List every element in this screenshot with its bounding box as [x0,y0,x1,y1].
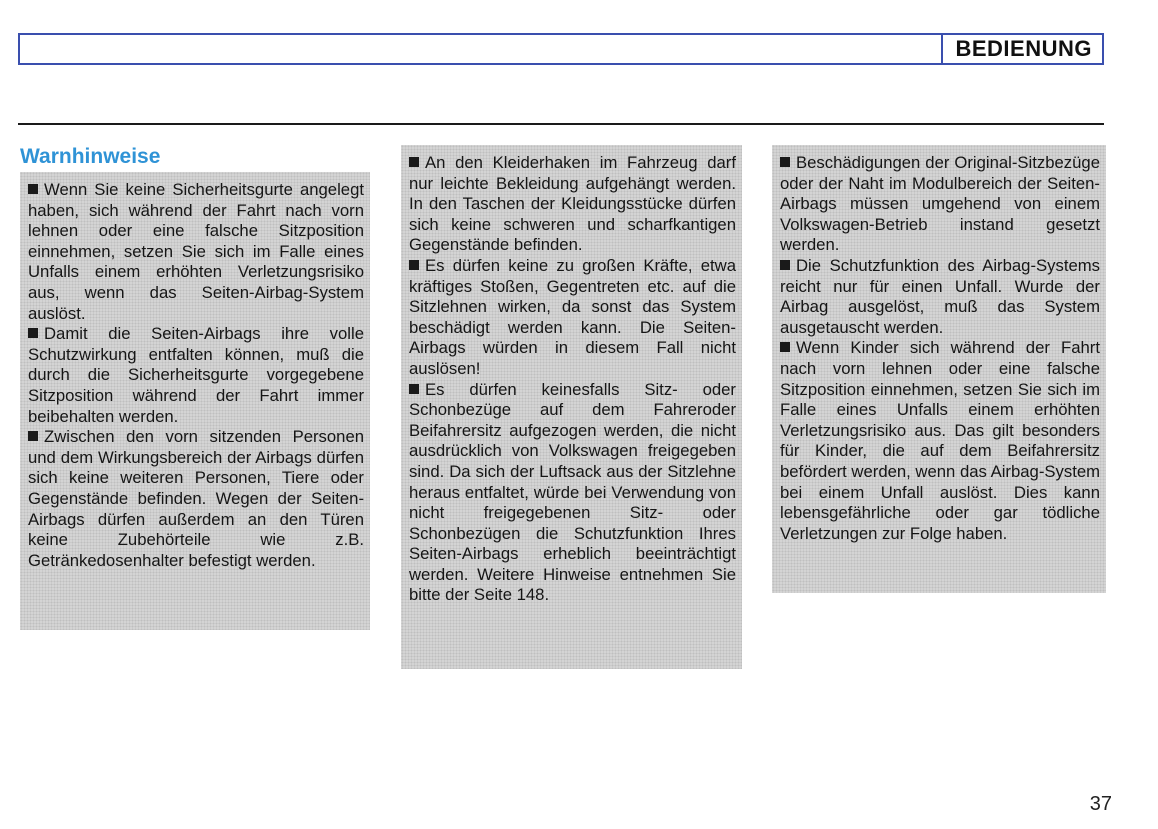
square-bullet-icon [28,328,38,338]
warning-box-1 [20,172,370,630]
square-bullet-icon [28,431,38,441]
warning-text: Zwischen den vorn sitzenden Personen und dem Wirkungsbereich der Airbags dürfen sich keine weiteren Personen, Tiere oder Gegenstände befinden. Wegen der Seiten-Airbags dürfen außerdem an den Türen keine Zubehörteile wie z.B. Getränkedosenhalter befestigt werden. [28,427,364,570]
warning-item [780,256,1100,338]
warning-item [409,153,736,256]
square-bullet-icon [780,157,790,167]
square-bullet-icon [780,260,790,270]
square-bullet-icon [409,384,419,394]
warning-item [28,180,364,324]
warning-box-2 [401,145,742,669]
warning-item [28,427,364,571]
warning-text: An den Kleiderhaken im Fahrzeug darf nur leichte Bekleidung aufgehängt werden. In den Taschen der Kleidungsstücke dürfen sich keine schweren und scharfkantigen Gegenstände befinden. [409,153,736,255]
square-bullet-icon [409,157,419,167]
section-title: BEDIENUNG [941,35,1102,63]
warning-item [780,338,1100,544]
divider-rule [18,123,1104,125]
warning-text: Wenn Sie keine Sicherheitsgurte angelegt haben, sich während der Fahrt nach vorn lehnen oder eine falsche Sitzposition einnehmen, setzen Sie sich im Falle eines Unfalls einem erhöhten Verletzungsrisiko aus, wenn das Seiten-Airbag-System auslöst. [28,180,364,323]
warning-text: Es dürfen keine zu großen Kräfte, etwa kräftiges Stoßen, Gegentreten etc. auf die Sitzlehnen wirken, da sonst das System beschädigt werden kann. Die Seiten-Airbags würden in diesem Fall nicht auslösen! [409,255,736,378]
warning-text: Es dürfen keinesfalls Sitz- oder Schonbezüge auf dem Fahreroder Beifahrersitz aufgezogen werden, die nicht ausdrücklich von Volkswagen freigegeben sind. Da sich der Luftsack aus der Sitzlehne heraus entfaltet, würde bei Verwendung von nicht freigegebenen Sitz- oder Schonbezügen die Schutzfunktion Ihres Seiten-Airbags erheblich beeinträchtigt werden. Weitere Hinweise entnehmen Sie bitte der Seite 148. [409,379,736,605]
square-bullet-icon [780,342,790,352]
warning-item [409,380,736,607]
header-frame [18,33,1104,65]
warning-text: Beschädigungen der Original-Sitzbezüge oder der Naht im Modulbereich der Seiten-Airbags müssen umgehend von einem Volkswagen-Betrieb instand gesetzt werden. [780,153,1100,255]
warning-item [409,256,736,380]
warning-text: Wenn Kinder sich während der Fahrt nach vorn lehnen oder eine falsche Sitzposition einnehmen, setzen Sie sich im Falle eines Unfalls einem erhöhten Verletzungsrisiko aus. Das gilt besonders für Kinder, die auf dem Beifahrersitz befördert werden, wenn das Airbag-System bei einem Unfall auslöst. Dies kann lebensgefährliche oder gar tödliche Verletzungen zur Folge haben. [780,338,1101,543]
square-bullet-icon [28,184,38,194]
warning-item [28,324,364,427]
warning-box-3 [772,145,1106,593]
warnings-heading: Warnhinweise [20,145,161,168]
warning-text: Die Schutzfunktion des Airbag-Systems reicht nur für einen Unfall. Wurde der Airbag ausgelöst, muß das System ausgetauscht werden. [780,255,1100,337]
page-number: 37 [1089,793,1112,815]
warning-text: Damit die Seiten-Airbags ihre volle Schutzwirkung entfalten können, muß die durch die Sicherheitsgurte vorgegebene Sitzposition während der Fahrt immer beibehalten werden. [28,324,364,426]
square-bullet-icon [409,260,419,270]
warning-item [780,153,1100,256]
